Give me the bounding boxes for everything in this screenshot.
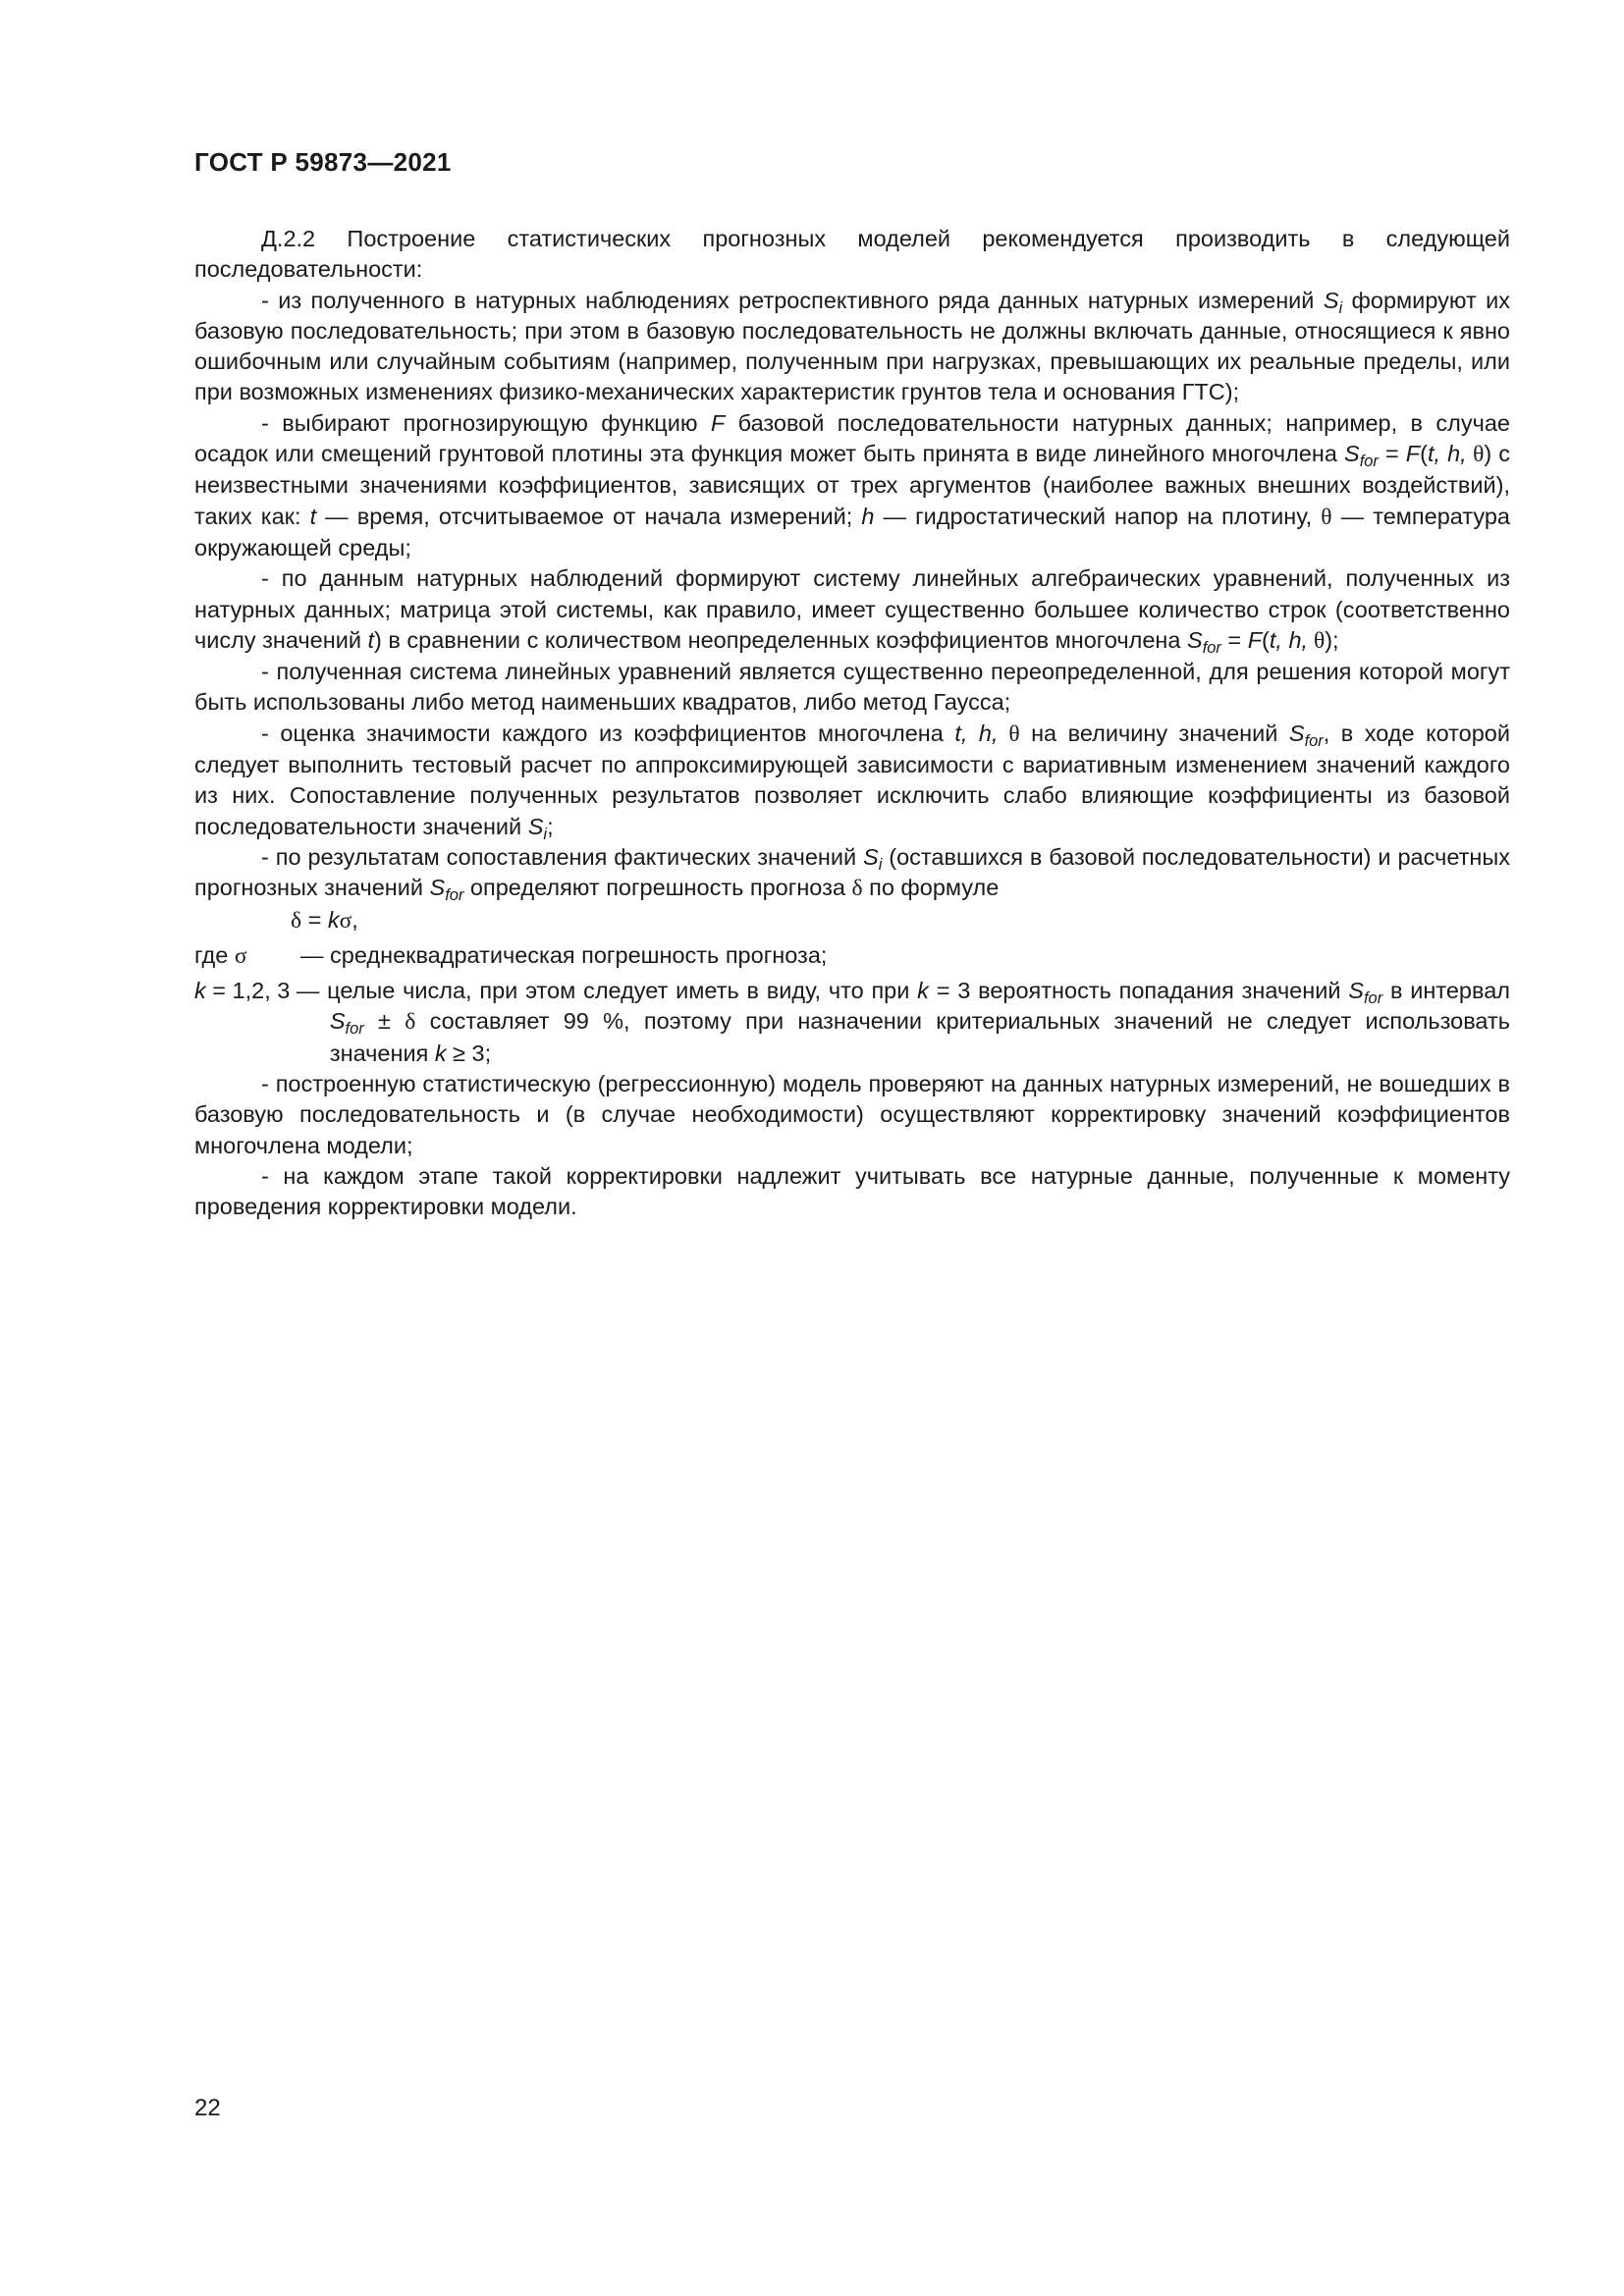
legend-desc-k: — целые числа, при этом следует иметь в виду, что при k = 3 вероятность попадания значений $S_{for}$ в интервал $S_{for} \pm \delta$ составляет 99 %, поэтому при назначении критериальных значений не следует использовать значения k ≥ 3;: [296, 978, 1510, 1066]
formula-legend: [194, 940, 1510, 1069]
document-header: [194, 147, 452, 178]
legend-term-sigma: где σ: [194, 941, 247, 969]
page-number: 22: [194, 2095, 221, 2121]
list-item-8: - на каждом этапе такой корректировки надлежит учитывать все натурные данные, полученные к моменту проведения корректировки модели.: [194, 1162, 1510, 1220]
list-item-6: - по результатам сопоставления фактических значений $S_i$ (оставшихся в базовой последовательности) и расчетных прогнозных значений $S_{for}$ определяют погрешность прогноза δ по формуле: [194, 843, 1510, 905]
list-item-1: - из полученного в натурных наблюдениях ретроспективного ряда данных натурных измерений $S_i$ формируют их базовую последовательность; при этом в базовую последовательность не должны включать данные, относящиеся к явно ошибочным или случайным событиям (например, полученным при нагрузках, превышающих их реальные пределы, или при возможных изменениях физико-механических характеристик грунтов тела и основания ГТС);: [194, 287, 1511, 405]
document-body: [194, 224, 1510, 1223]
paragraph-intro: Д.2.2 Построение статистических прогнозных моделей рекомендуется производить в следующей последовательности:: [194, 226, 1510, 283]
list-item-3: - по данным натурных наблюдений формируют систему линейных алгебраических уравнений, полученных из натурных данных; матрица этой системы, как правило, имеет существенно большее количество строк (соответственно числу значений t) в сравнении с количеством неопределенных коэффициентов многочлена $S_{for} = F(t$, h, θ);: [194, 565, 1510, 657]
list-item-4: - полученная система линейных уравнений является существенно переопределенной, для решения которой могут быть использованы либо метод наименьших квадратов, либо метод Гаусса;: [194, 659, 1510, 716]
list-item-5: - оценка значимости каждого из коэффициентов многочлена t, h, θ на величину значений $S_{for}$, в ходе которой следует выполнить тестовый расчет по аппроксимирующей зависимости с вариативным изменением значений каждого из них. Сопоставление полученных результатов позволяет исключить слабо влияющие коэффициенты из базовой последовательности значений $S_i$;: [194, 720, 1510, 843]
list-item-2: - выбирают прогнозирующую функцию F базовой последовательности натурных данных; например, в случае осадок или смещений грунтовой плотины эта функция может быть принята в виде линейного многочлена $S_{for} = F(t$, h, θ) с неизвестными значениями коэффициентов, зависящих от трех аргументов (наиболее важных внешних воздействий), таких как: t — время, отсчитываемое от начала измерений; h — гидростатический напор на плотину, θ — температура окружающей среды;: [194, 409, 1510, 561]
list-item-7: - построенную статистическую (регрессионную) модель проверяют на данных натурных измерений, не вошедших в базовую последовательность и (в случае необходимости) осуществляют корректировку значений коэффициентов многочлена модели;: [194, 1071, 1510, 1158]
formula: δ = kσ,: [291, 906, 358, 934]
legend-row-k: [194, 976, 1510, 1069]
standard-code: ГОСТ Р 59873—2021: [194, 147, 452, 177]
legend-desc-sigma: — среднеквадратическая погрешность прогноза;: [300, 941, 828, 968]
legend-term-k: k = 1,2, 3: [194, 978, 297, 1004]
legend-row-sigma: [194, 940, 1510, 972]
